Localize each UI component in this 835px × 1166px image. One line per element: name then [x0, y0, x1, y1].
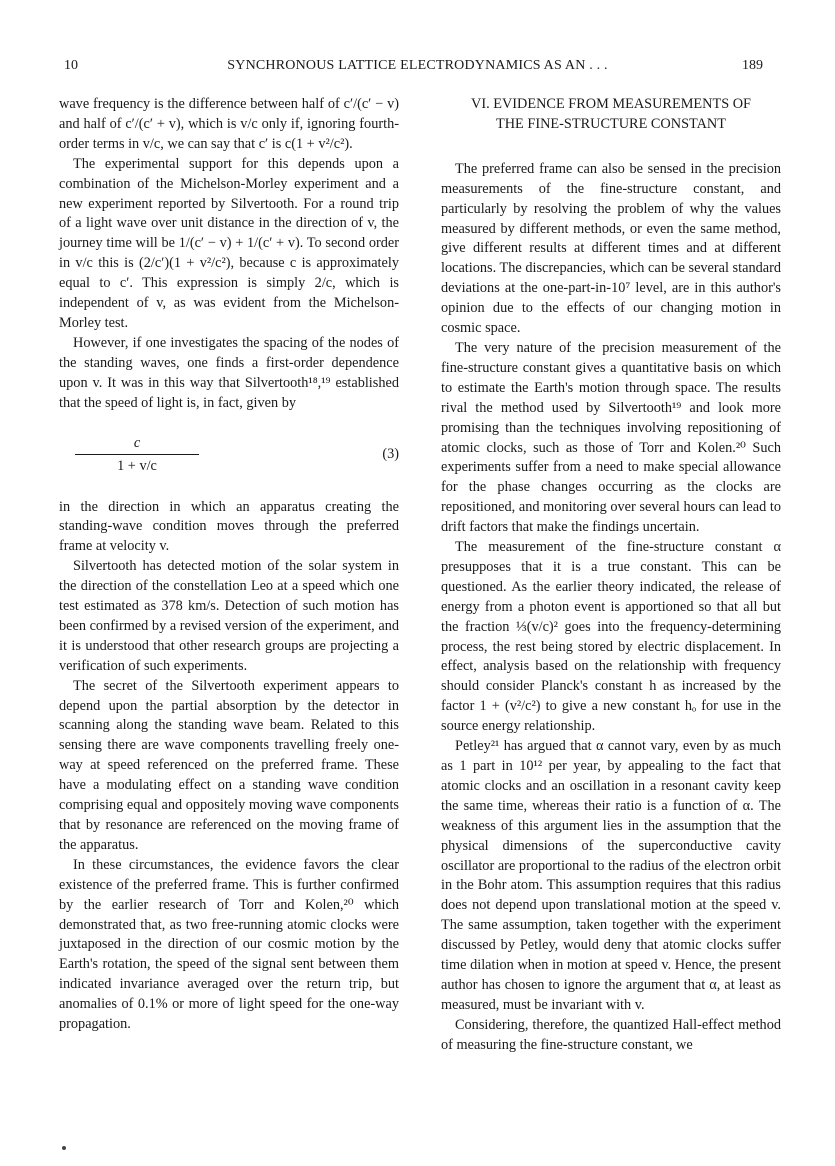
fraction-bar — [75, 454, 199, 455]
scan-dot — [62, 1146, 66, 1150]
paragraph: The measurement of the fine-structure constant α presupposes that it is a true constant. This can be questioned. As the earlier theory indicated, the release of energy from a photon event is apportioned so that all but the fraction ⅓(v/c)² goes into the frequency-determining process, the rest being stored by electric displacement. In effect, analysis based on the relationship with frequency should consider Planck's constant h as increased by the factor 1 + (v²/c²) to give a new constant hₒ for use in the source energy relationship. — [441, 539, 781, 735]
section-heading — [441, 95, 781, 135]
paragraph: However, if one investigates the spacing of the nodes of the standing waves, one finds a first-order dependence upon v. It was in this way that Silvertooth¹⁸,¹⁹ established that the speed of light is, in fact, given by — [59, 334, 399, 411]
paragraph: Silvertooth has detected motion of the solar system in the direction of the constellation Leo at a speed which one test estimated as 378 km/s. Detection of such motion has been confirmed by a revised version of the experiment, and it is understood that other research groups are projecting a verification of such experiments. — [59, 558, 399, 674]
equation-numerator: c — [133, 434, 141, 451]
paragraph: The very nature of the precision measurement of the fine-structure constant gives a quantitative basis on which to estimate the Earth's motion through space. The results rival the method used by Silvertooth¹⁹ and look more promising than the techniques involving repositioning of atomic clocks, such as those of Torr and Kolen.²⁰ Such experiments suffer from a need to make special allowance for the phase changes occurring as the clocks are repositioned, and monitoring over several hours can lead to drift factors that make the findings uncertain. — [441, 339, 781, 536]
equation-number: (3) — [382, 445, 399, 462]
paragraph: In these circumstances, the evidence favors the clear existence of the preferred frame. This is further confirmed by the earlier research of Torr and Kolen,²⁰ which demonstrated that, as two free-running atomic clocks were juxtaposed in the direction of our cosmic motion by the Earth's rotation, the speed of the signal sent between them indicated invariance averaged over the return trip, but anomalies of 0.1% or more of light speed for the one-way propagation. — [59, 856, 399, 1033]
equation-denominator: 1 + v/c — [117, 457, 157, 474]
paragraph: in the direction in which an apparatus creating the standing-wave condition moves through the preferred frame at velocity v. — [59, 498, 399, 555]
paragraph: Considering, therefore, the quantized Hall-effect method of measuring the fine-structure constant, we — [441, 1016, 781, 1053]
page-number-right: 189 — [742, 58, 763, 73]
paragraph: The preferred frame can also be sensed in the precision measurements of the fine-structure constant, and particularly by resolving the problem of why the values measured by different methods, or even the same method, give different results at different times and at different locations. The discrepancies, which can be several standard deviations at the one-part-in-10⁷ level, are in this author's opinion due to the effects of our changing motion in cosmic space. — [441, 160, 781, 337]
paragraph: The secret of the Silvertooth experiment appears to depend upon the partial absorption by the detector in scanning along the standing wave beam. Related to this sensing there are wave components travelling freely one-way at speed referenced on the preferred frame. These have a modulating effect on a standing wave condition comprising equal and oppositely moving wave components that by resonance are referenced on the moving frame of the apparatus. — [59, 677, 399, 853]
page-number-left: 10 — [64, 58, 78, 73]
left-column — [59, 95, 399, 1035]
paragraph: Petley²¹ has argued that α cannot vary, even by as much as 1 part in 10¹² per year, by appealing to the fact that atomic clocks and an oscillation in a resonant cavity keep the same time, whereas their ratio is a function of α. The weakness of this argument lies in the assumption that the physical dimensions of the superconductive cavity oscillator are proportional to the radius of the electron orbit in the Bohr atom. This assumption requires that this radius does not depend upon translational motion at the speed v. The same assumption, taken together with the experiment discussed by Petley, would deny that atomic clocks suffer time dilation when in motion at speed v. Hence, the present author has chosen to ignore the argument that α, at least as measured, must be invariant with v. — [441, 738, 781, 1013]
paragraph: The experimental support for this depends upon a combination of the Michelson-Morley experiment and a new experiment reported by Silvertooth. For a round trip of a light wave over unit distance in the direction of v, the journey time will be 1/(c′ − v) + 1/(c′ + v). To second order in v/c this is (2/c′)(1 + v²/c²), because c is approximately equal to c′. This expression is simply 2/c, which is independent of v, as was evident from the Michelson-Morley test. — [59, 155, 399, 331]
equation-3 — [59, 426, 399, 486]
running-title: SYNCHRONOUS LATTICE ELECTRODYNAMICS AS AN . . . — [227, 58, 608, 73]
section-heading-line: VI. EVIDENCE FROM MEASUREMENTS OF — [471, 96, 751, 112]
paragraph: wave frequency is the difference between half of c′/(c′ − v) and half of c′/(c′ + v), which is v/c only if, ignoring fourth-order terms in v/c, we can say that c′ is c(1 + v²/c²). — [59, 96, 399, 152]
section-heading-line: THE FINE-STRUCTURE CONSTANT — [496, 115, 726, 132]
right-column — [441, 95, 781, 1056]
